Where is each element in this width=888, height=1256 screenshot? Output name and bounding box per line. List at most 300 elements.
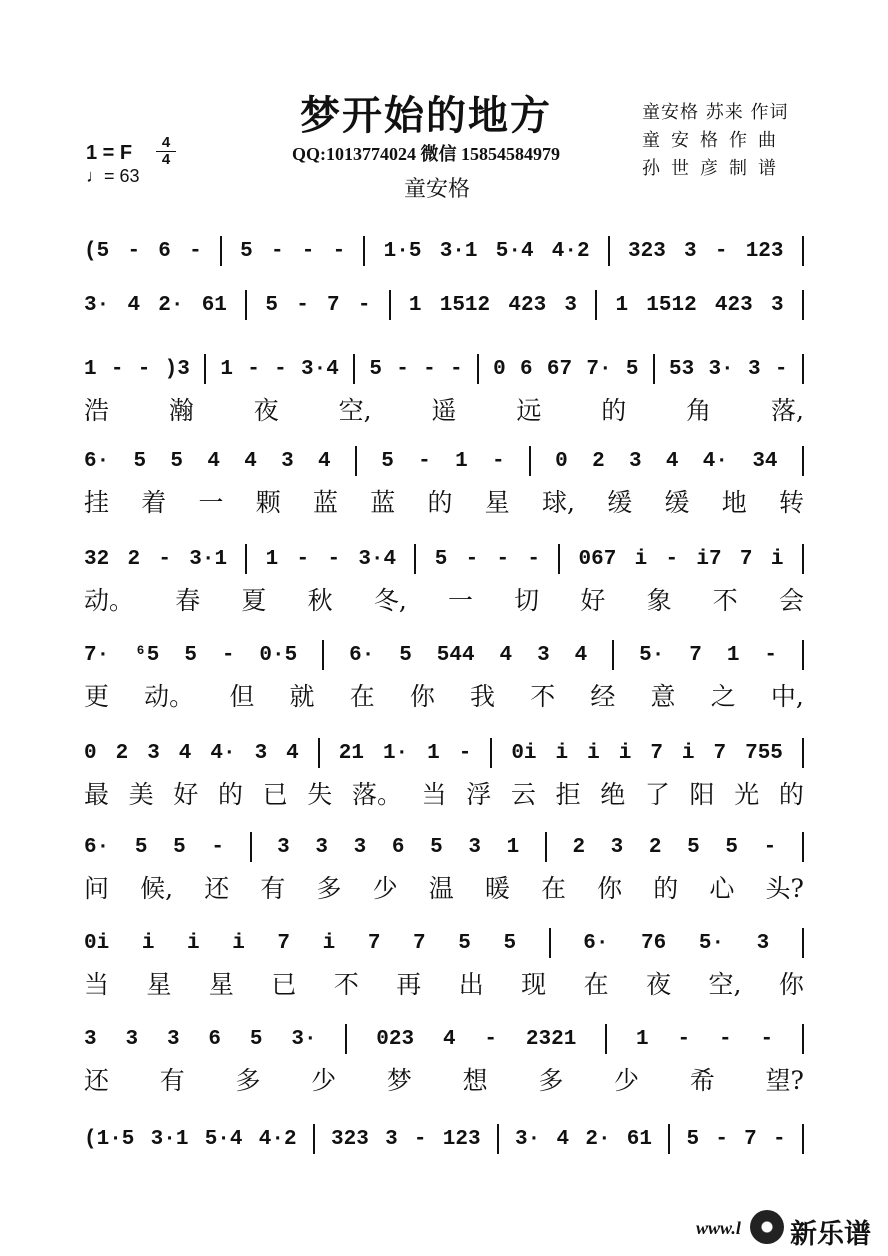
note: i xyxy=(618,741,632,765)
note: 6· xyxy=(349,643,375,667)
note: 7 xyxy=(327,293,340,317)
notation-row xyxy=(84,1024,804,1055)
note: 1 xyxy=(615,293,629,317)
note: 7 xyxy=(413,931,426,955)
lyric-row xyxy=(84,1062,804,1096)
lyric-char: 蓝 xyxy=(370,488,396,517)
note: 5·4 xyxy=(495,239,534,263)
barline xyxy=(345,1024,347,1054)
lyric-char: 问 xyxy=(84,874,110,903)
lyric-char: 遥 xyxy=(431,396,457,425)
note: 2 xyxy=(127,547,141,571)
note: 3 xyxy=(281,449,294,473)
note: 5·4 xyxy=(204,1127,243,1151)
note: 4 xyxy=(244,449,257,473)
tempo-marking: ♩= 63 xyxy=(86,166,140,186)
barline xyxy=(250,832,252,862)
note: 4 xyxy=(556,1127,570,1151)
lyric-char: 还 xyxy=(204,874,230,903)
lyric-char: 动。 xyxy=(144,682,195,711)
lyric-char: 你 xyxy=(597,874,623,903)
lyric-char: 候, xyxy=(140,874,174,903)
note: 123 xyxy=(442,1127,481,1151)
barline xyxy=(802,1024,804,1054)
note: 1 xyxy=(506,835,520,859)
note: 4 xyxy=(442,1027,456,1051)
lyric-char: 的 xyxy=(427,488,453,517)
lyric-char: 秋 xyxy=(307,586,333,615)
contact-info: QQ:1013774024 微信 15854584979 xyxy=(292,144,560,164)
notation-row xyxy=(84,1124,804,1155)
lyric-char: 头? xyxy=(765,874,804,903)
lyric-char: 远 xyxy=(516,396,542,425)
note: 21 xyxy=(338,741,364,765)
note: 423 xyxy=(508,293,547,317)
note: 3· xyxy=(84,293,110,317)
lyric-char: 不 xyxy=(530,682,556,711)
lyric-char: 缓 xyxy=(664,488,690,517)
barline xyxy=(802,640,804,670)
note: 7 xyxy=(744,1127,757,1151)
note: 5 xyxy=(369,357,382,381)
lyric-char: 之 xyxy=(710,682,736,711)
notation-row xyxy=(84,738,804,769)
note: 76 xyxy=(641,931,667,955)
note: - xyxy=(332,239,346,263)
note: 1512 xyxy=(439,293,491,317)
lyric-char: 缓 xyxy=(607,488,633,517)
barline xyxy=(318,738,320,768)
note: 4· xyxy=(210,741,236,765)
note: - xyxy=(327,547,341,571)
watermark-brand: 新乐谱 xyxy=(790,1219,871,1250)
lyric-row xyxy=(84,966,804,1000)
note: - xyxy=(357,293,371,317)
lyric-char: 动。 xyxy=(84,586,135,615)
note: 0 xyxy=(555,449,568,473)
notation-row xyxy=(84,290,804,321)
lyric-char: 一 xyxy=(447,586,473,615)
lyric-char: 已 xyxy=(262,780,288,809)
note: 3·1 xyxy=(150,1127,189,1151)
lyric-char: 多 xyxy=(235,1066,261,1095)
note: 2· xyxy=(158,293,184,317)
lyric-char: 还 xyxy=(84,1066,110,1095)
note: 3 xyxy=(147,741,160,765)
note: 67 xyxy=(546,357,573,381)
transcriber-credit: 孙世彦制谱 xyxy=(642,158,787,179)
notation-row xyxy=(84,544,804,575)
note: 5· xyxy=(698,931,725,955)
vinyl-logo-icon xyxy=(750,1210,784,1244)
barline xyxy=(497,1124,499,1154)
note: - xyxy=(763,835,777,859)
lyric-char: 瀚 xyxy=(168,396,194,425)
lyric-char: 但 xyxy=(229,682,255,711)
lyric-char: 的 xyxy=(778,780,804,809)
lyric-char: 中, xyxy=(770,682,804,711)
note: 3 xyxy=(84,1027,97,1051)
lyric-char: 切 xyxy=(514,586,540,615)
note: 4·2 xyxy=(551,239,590,263)
note: - xyxy=(458,741,472,765)
lyric-char: 空, xyxy=(338,396,372,425)
lyric-char: 挂 xyxy=(84,488,110,517)
lyric-char: 更 xyxy=(84,682,110,711)
lyric-char: 星 xyxy=(484,488,510,517)
note: 023 xyxy=(376,1027,415,1051)
note: 3·4 xyxy=(301,357,339,381)
lyric-char: 在 xyxy=(540,874,566,903)
note: - xyxy=(764,643,777,667)
note: 2 xyxy=(115,741,129,765)
note: 0·5 xyxy=(259,643,298,667)
lyric-char: 当 xyxy=(421,780,447,809)
note: - xyxy=(137,357,151,381)
note: 5 xyxy=(434,547,448,571)
note: 1 xyxy=(726,643,740,667)
note: 5 xyxy=(173,835,186,859)
lyric-char: 多 xyxy=(316,874,342,903)
lyric-char: 地 xyxy=(721,488,747,517)
note: - xyxy=(423,357,436,381)
note: (5 xyxy=(84,239,110,263)
song-title: 梦开始的地方 xyxy=(300,92,552,139)
note: 7 xyxy=(367,931,381,955)
barline xyxy=(477,354,479,384)
note: - xyxy=(760,1027,774,1051)
barline xyxy=(353,354,355,384)
notation-row xyxy=(84,446,804,477)
note: - xyxy=(158,547,171,571)
note: - xyxy=(491,449,505,473)
note: - xyxy=(413,1127,427,1151)
note: 323 xyxy=(628,239,666,263)
note: 61 xyxy=(201,293,227,317)
lyric-char: 心 xyxy=(709,874,735,903)
note: - xyxy=(418,449,431,473)
lyric-char: 有 xyxy=(260,874,286,903)
note: 1 xyxy=(455,449,468,473)
barline xyxy=(389,290,391,320)
note: 544 xyxy=(436,643,475,667)
barline xyxy=(558,544,560,574)
barline xyxy=(668,1124,670,1154)
note: - xyxy=(221,643,235,667)
lyric-char: 少 xyxy=(372,874,398,903)
note: 5 xyxy=(184,643,197,667)
note: 5 xyxy=(399,643,412,667)
barline xyxy=(245,290,247,320)
note: 3 xyxy=(385,1127,398,1151)
note: i xyxy=(634,547,648,571)
lyric-row xyxy=(84,484,804,518)
note: 7· xyxy=(84,643,110,667)
note: - xyxy=(718,1027,732,1051)
note: 1 xyxy=(265,547,279,571)
note: - xyxy=(774,357,788,381)
lyric-char: 失 xyxy=(307,780,333,809)
key-signature: 1 = F xyxy=(86,142,133,164)
watermark-url: www.l xyxy=(696,1218,741,1238)
lyric-char: 暖 xyxy=(484,874,510,903)
lyric-char: 了 xyxy=(644,780,670,809)
note: 7 xyxy=(739,547,753,571)
note: - xyxy=(211,835,224,859)
note: 3 xyxy=(468,835,481,859)
note: 2 xyxy=(648,835,662,859)
note: 3· xyxy=(291,1027,317,1051)
note: 755 xyxy=(745,741,783,765)
note: - xyxy=(665,547,679,571)
note: 2 xyxy=(572,835,586,859)
note: 3 xyxy=(125,1027,139,1051)
lyric-char: 象 xyxy=(646,586,672,615)
note: 5 xyxy=(725,835,738,859)
lyric-char: 不 xyxy=(712,586,738,615)
notation-row xyxy=(84,236,804,267)
note: 3·4 xyxy=(358,547,397,571)
note: - xyxy=(496,547,510,571)
note: 1 xyxy=(220,357,233,381)
barline xyxy=(220,236,222,266)
note: 7 xyxy=(713,741,727,765)
note: 3 xyxy=(277,835,290,859)
note: i xyxy=(555,741,569,765)
lyric-char: 就 xyxy=(289,682,315,711)
barline xyxy=(204,354,206,384)
note: 3 xyxy=(610,835,624,859)
note: i xyxy=(141,931,155,955)
lyric-char: 颗 xyxy=(255,488,281,517)
note: 1 xyxy=(408,293,422,317)
note: 3 xyxy=(353,835,367,859)
lyric-char: 星 xyxy=(208,970,234,999)
note: 7 xyxy=(277,931,291,955)
lyric-char: 星 xyxy=(146,970,172,999)
note: 0 xyxy=(84,741,97,765)
lyric-char: 当 xyxy=(84,970,110,999)
lyric-char: 温 xyxy=(428,874,454,903)
note: 3 xyxy=(564,293,577,317)
barline xyxy=(355,446,357,476)
note: 4 xyxy=(207,449,220,473)
time-signature-top: 4 xyxy=(161,134,171,151)
barline xyxy=(313,1124,315,1154)
note: i xyxy=(322,931,336,955)
note: 3 xyxy=(747,357,761,381)
note: 61 xyxy=(626,1127,653,1151)
note: 3 xyxy=(166,1027,180,1051)
lyric-char: 好 xyxy=(173,780,199,809)
barline xyxy=(595,290,597,320)
note: 5· xyxy=(639,643,665,667)
barline xyxy=(802,446,804,476)
time-signature xyxy=(156,136,176,167)
note: 5 xyxy=(687,835,700,859)
lyric-char: 拒 xyxy=(555,780,581,809)
note: 1 xyxy=(636,1027,649,1051)
note: 7 xyxy=(650,741,663,765)
notation-row xyxy=(84,640,804,671)
note: - xyxy=(396,357,409,381)
note: - xyxy=(715,1127,728,1151)
note: 5 xyxy=(265,293,278,317)
note: 3·1 xyxy=(189,547,228,571)
lyric-char: 美 xyxy=(128,780,154,809)
note: 7 xyxy=(689,643,702,667)
note: 3 xyxy=(315,835,329,859)
note: - xyxy=(449,357,463,381)
lyric-char: 我 xyxy=(470,682,496,711)
note: i7 xyxy=(696,547,722,571)
barline xyxy=(802,544,804,574)
lyric-char: 球, xyxy=(542,488,575,517)
note: - xyxy=(127,239,141,263)
note: i xyxy=(770,547,784,571)
notation-row xyxy=(84,832,804,863)
barline xyxy=(608,236,610,266)
note: 6· xyxy=(583,931,609,955)
barline xyxy=(802,832,804,862)
lyric-row xyxy=(84,582,804,616)
note: 34 xyxy=(752,449,778,473)
lyric-char: 好 xyxy=(580,586,606,615)
note: - xyxy=(773,1127,786,1151)
lyric-char: 角 xyxy=(686,396,712,425)
lyric-char: 落。 xyxy=(351,780,402,809)
lyric-char: 少 xyxy=(311,1066,337,1095)
lyricist-credit: 童安格 苏来 作词 xyxy=(642,102,789,123)
note: 423 xyxy=(714,293,753,317)
note: 6 xyxy=(519,357,533,381)
note: (1·5 xyxy=(84,1127,135,1151)
note: 5 xyxy=(381,449,394,473)
lyric-char: 一 xyxy=(198,488,224,517)
lyric-char: 出 xyxy=(458,970,484,999)
note: - xyxy=(301,239,315,263)
lyric-row xyxy=(84,678,804,712)
barline xyxy=(653,354,655,384)
note: 5 xyxy=(458,931,471,955)
note: - xyxy=(247,357,260,381)
note: 4·2 xyxy=(258,1127,297,1151)
lyric-char: 阳 xyxy=(689,780,715,809)
lyric-char: 夜 xyxy=(253,396,279,425)
note: 1· xyxy=(382,741,409,765)
note: 6· xyxy=(84,449,110,473)
lyric-char: 在 xyxy=(583,970,609,999)
lyric-char: 在 xyxy=(349,682,375,711)
lyric-row xyxy=(84,776,804,810)
note: 53 xyxy=(668,357,695,381)
note: 5 xyxy=(240,239,253,263)
note: - xyxy=(484,1027,498,1051)
lyric-char: 最 xyxy=(84,780,110,809)
lyric-row xyxy=(84,392,804,426)
note: 5 xyxy=(134,835,148,859)
lyric-char: 落, xyxy=(770,396,804,425)
note: ⁶5 xyxy=(134,643,160,667)
note: 3·1 xyxy=(439,239,478,263)
lyric-char: 转 xyxy=(778,488,804,517)
note: - xyxy=(677,1027,691,1051)
lyric-row xyxy=(84,870,804,904)
lyric-char: 少 xyxy=(614,1066,640,1095)
note: 5 xyxy=(249,1027,263,1051)
note: 5 xyxy=(686,1127,700,1151)
singer-name: 童安格 xyxy=(404,177,471,202)
lyric-char: 意 xyxy=(650,682,676,711)
lyric-char: 有 xyxy=(159,1066,185,1095)
note: 4 xyxy=(574,643,588,667)
notation-row xyxy=(84,354,804,385)
barline xyxy=(802,236,804,266)
notation-row xyxy=(84,928,804,959)
lyric-char: 夏 xyxy=(241,586,267,615)
lyric-char: 的 xyxy=(601,396,627,425)
note: - xyxy=(714,239,728,263)
note: - xyxy=(465,547,479,571)
note: 5 xyxy=(170,449,184,473)
barline xyxy=(802,738,804,768)
note: 3 xyxy=(254,741,268,765)
lyric-char: 着 xyxy=(141,488,167,517)
lyric-char: 绝 xyxy=(600,780,626,809)
note: - xyxy=(110,357,124,381)
note: 3 xyxy=(770,293,784,317)
note: 5 xyxy=(503,931,517,955)
lyric-char: 望? xyxy=(765,1066,804,1095)
note: 6· xyxy=(84,835,110,859)
lyric-char: 你 xyxy=(409,682,435,711)
note: 123 xyxy=(745,239,784,263)
barline xyxy=(363,236,365,266)
lyric-char: 云 xyxy=(510,780,536,809)
note: 4· xyxy=(702,449,729,473)
note: 32 xyxy=(84,547,110,571)
note: 4 xyxy=(665,449,679,473)
barline xyxy=(802,354,804,384)
note: 6 xyxy=(208,1027,222,1051)
lyric-char: 春 xyxy=(175,586,201,615)
note: 4 xyxy=(286,741,299,765)
note: 0i xyxy=(511,741,537,765)
note: - xyxy=(527,547,540,571)
note: 6 xyxy=(391,835,405,859)
note: 1·5 xyxy=(383,239,422,263)
lyric-char: 现 xyxy=(521,970,547,999)
barline xyxy=(245,544,247,574)
lyric-char: 不 xyxy=(333,970,359,999)
note: 4 xyxy=(318,449,331,473)
note: 3 xyxy=(756,931,770,955)
note: 2· xyxy=(585,1127,611,1151)
note: 3 xyxy=(628,449,642,473)
note: i xyxy=(232,931,245,955)
barline xyxy=(490,738,492,768)
note: 4 xyxy=(499,643,513,667)
note: 6 xyxy=(158,239,171,263)
note: 2 xyxy=(592,449,605,473)
note: 3 xyxy=(684,239,697,263)
note: 3· xyxy=(708,357,734,381)
lyric-char: 希 xyxy=(689,1066,715,1095)
lyric-char: 你 xyxy=(778,970,804,999)
barline xyxy=(322,640,324,670)
barline xyxy=(605,1024,607,1054)
lyric-char: 夜 xyxy=(646,970,672,999)
